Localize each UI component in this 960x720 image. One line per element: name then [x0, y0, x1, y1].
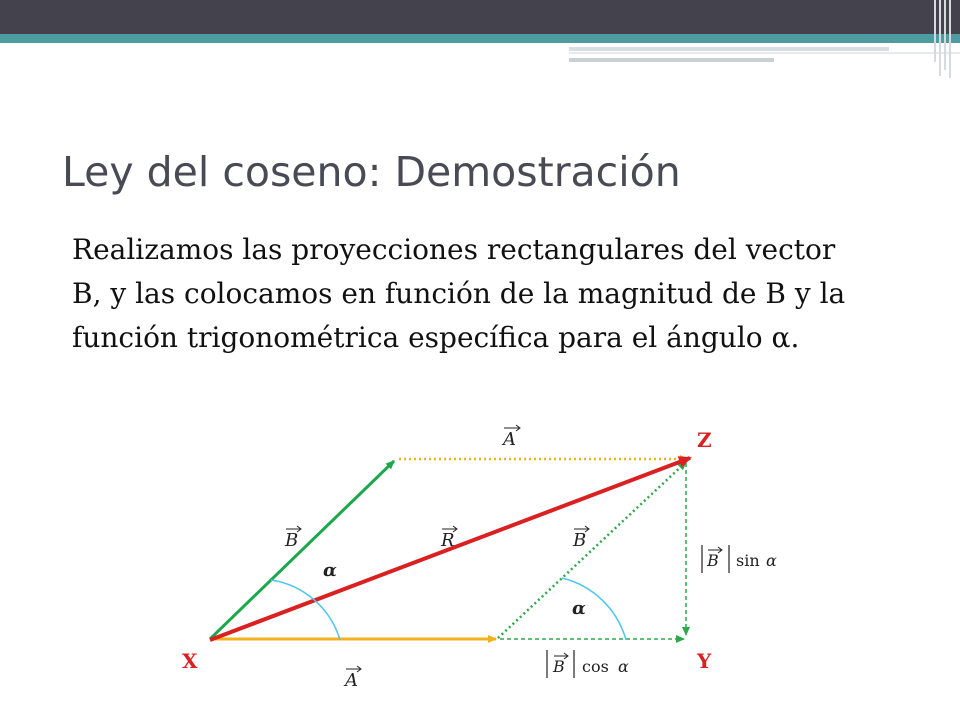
svg-text:sin: sin: [736, 551, 760, 570]
svg-text:R: R: [441, 530, 455, 551]
slide-title: Ley del coseno: Demostración: [62, 148, 681, 196]
vector-b-right: [498, 462, 686, 638]
label-vector-r: [440, 526, 457, 551]
point-y-label: Y: [697, 649, 712, 673]
slide-body-text: Realizamos las proyecciones rectangulares del vector B, y las colocamos en función de la magnitud de B y la función trigonométrica específica para el ángulo α.: [72, 233, 846, 354]
svg-text:B: B: [573, 530, 587, 551]
svg-text:α: α: [766, 551, 777, 570]
point-z-label: Z: [697, 428, 712, 452]
svg-text:A: A: [345, 670, 358, 691]
svg-text:B: B: [285, 530, 299, 551]
label-vector-a-top: [501, 425, 520, 450]
angle-alpha-label: α: [323, 560, 337, 581]
expr-b-cos-alpha: [547, 650, 629, 678]
point-x-label: X: [182, 649, 198, 673]
angle-alpha-label: α: [572, 598, 586, 619]
expr-b-sin-alpha: [702, 545, 777, 573]
svg-text:B: B: [553, 657, 565, 676]
svg-text:cos: cos: [582, 657, 609, 676]
label-vector-b-right: [572, 526, 589, 551]
angle-arc-x: [271, 580, 340, 640]
label-vector-b-left: [284, 526, 301, 551]
svg-text:α: α: [618, 657, 629, 676]
label-vector-a-bottom: [343, 666, 361, 691]
svg-text:B: B: [707, 551, 719, 570]
vector-b-left: [210, 461, 394, 639]
svg-text:A: A: [503, 429, 516, 450]
